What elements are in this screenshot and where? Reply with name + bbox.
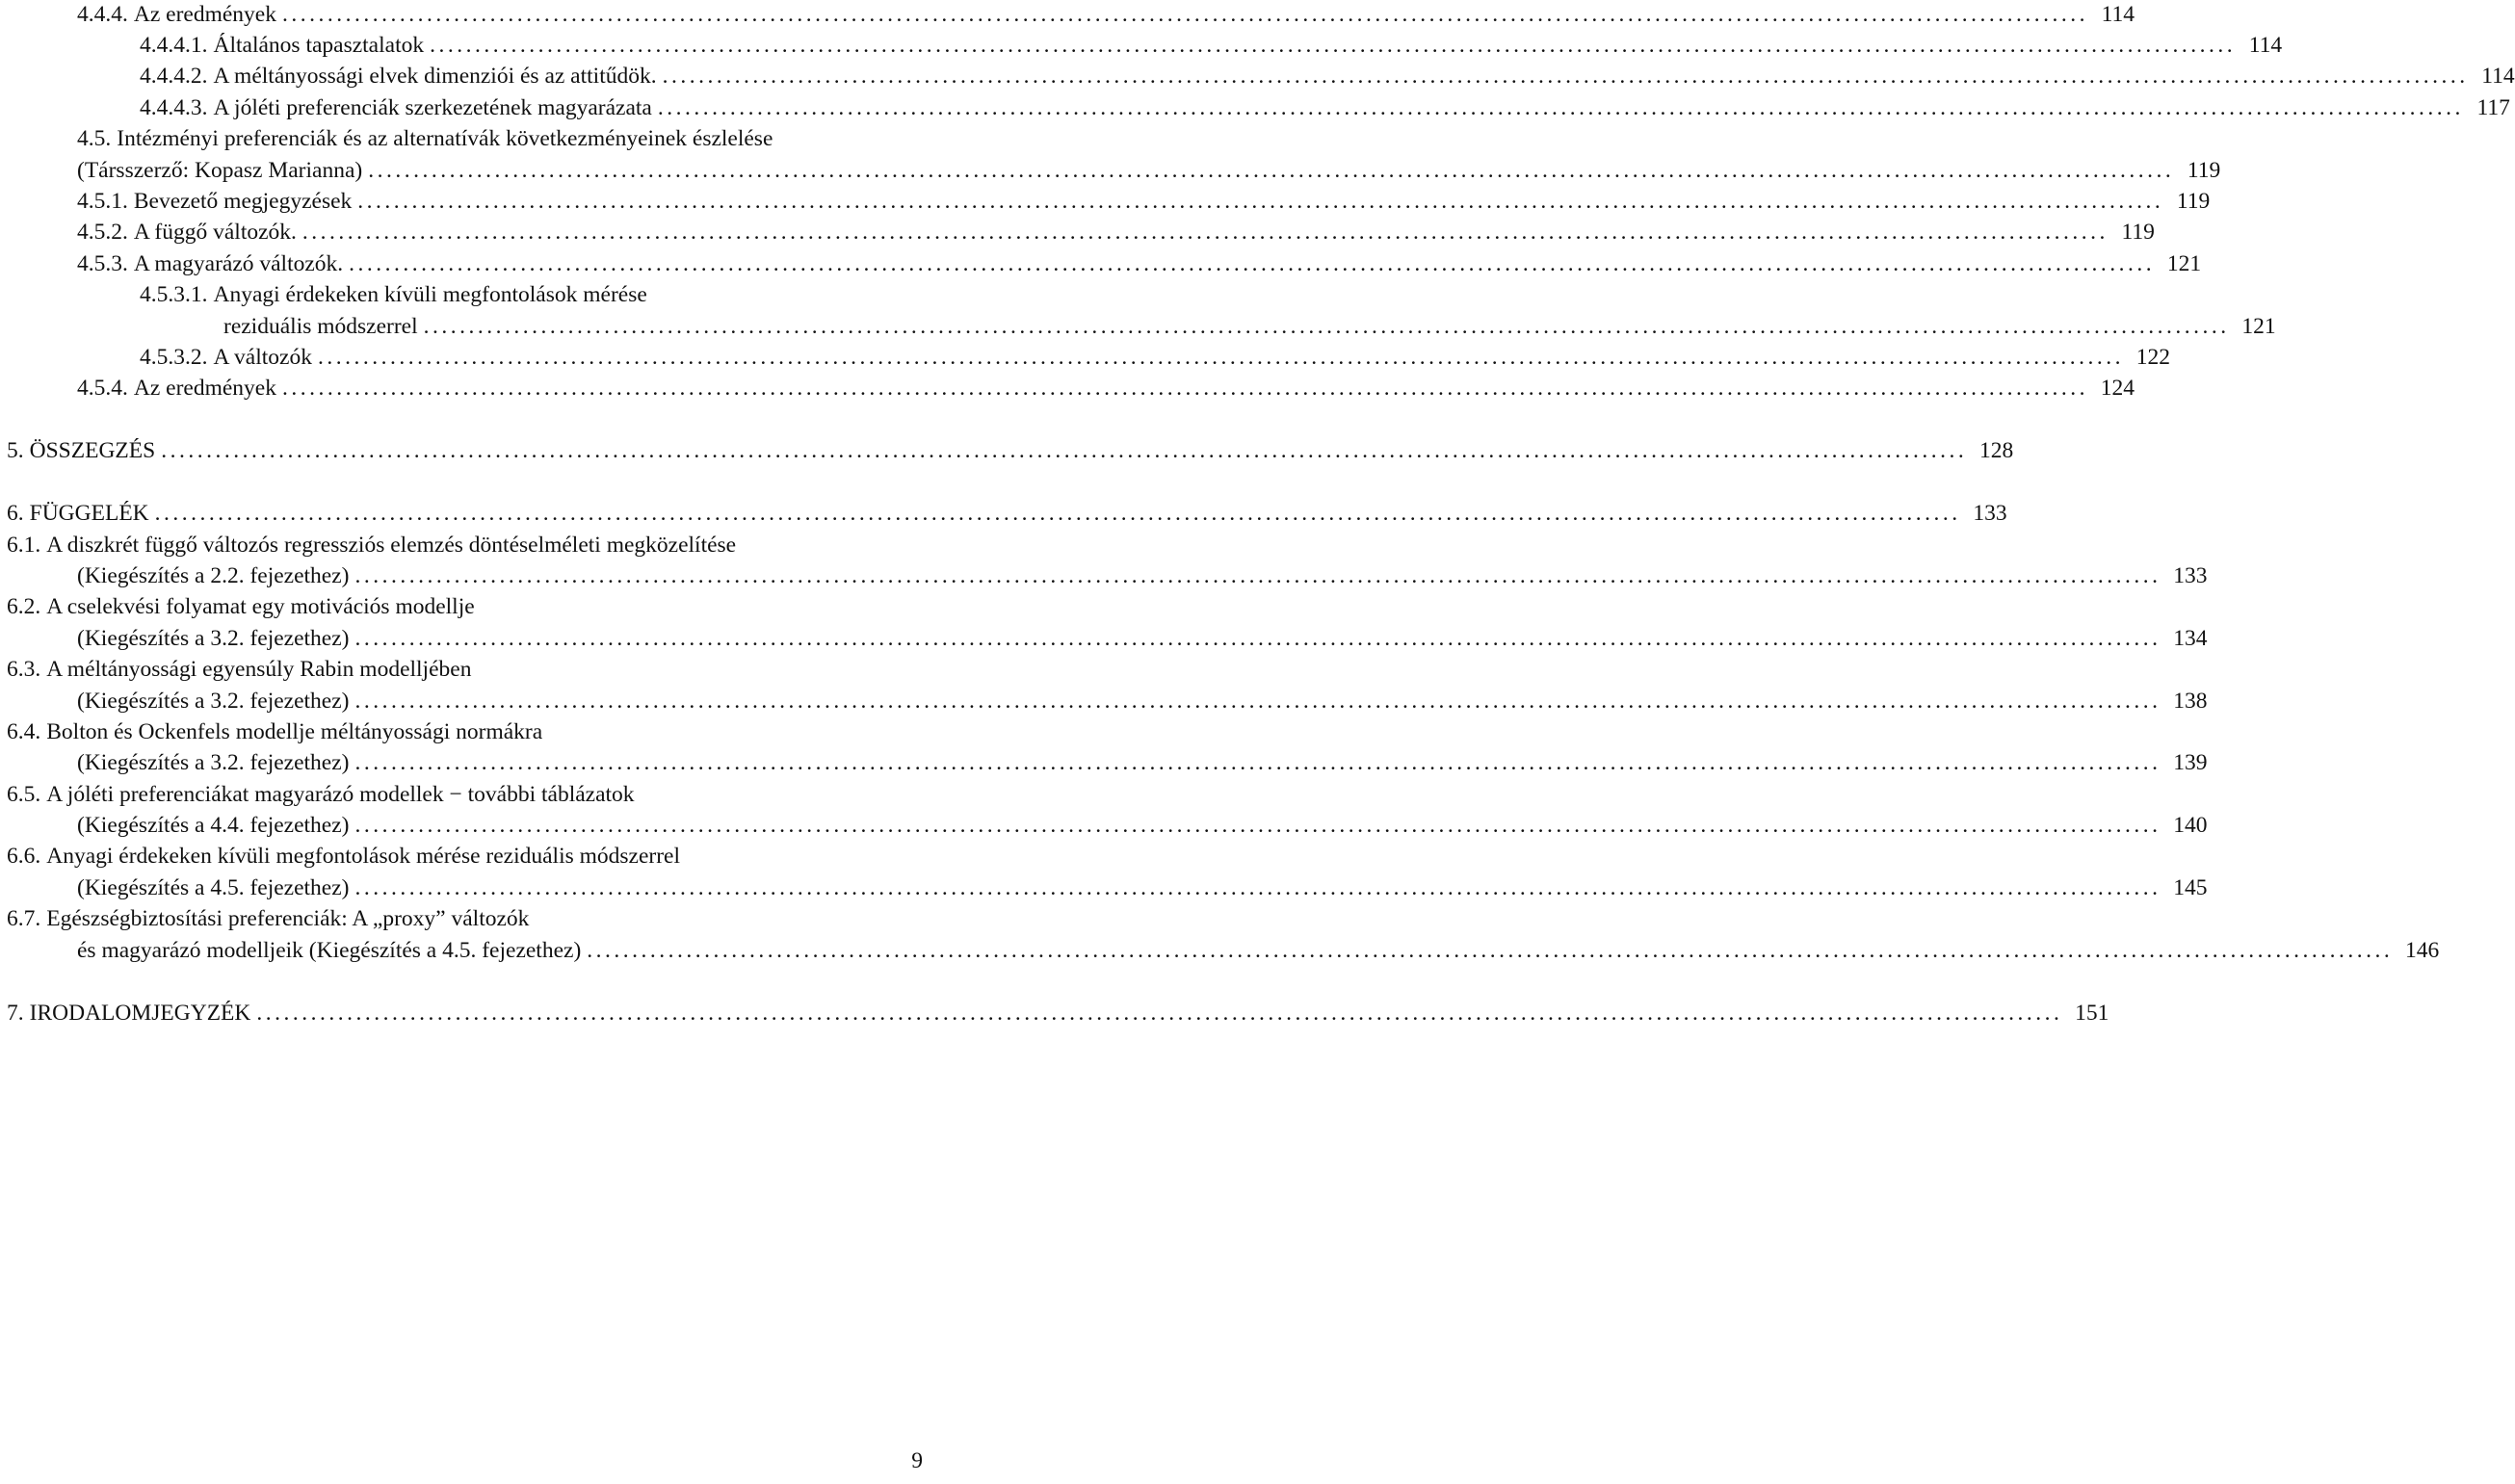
- toc-entry-title: Anyagi érdekeken kívüli megfontolások mérése reziduális módszerrel: [46, 844, 681, 869]
- toc-entry-title: Bevezető megjegyzések: [133, 189, 353, 214]
- toc-entry-title: (Társszerző: Kopasz Marianna): [77, 158, 363, 183]
- toc-entry-number: 6.1.: [7, 533, 41, 558]
- toc-entry-title: A függő változók.: [133, 220, 297, 245]
- toc-entry-title: Az eredmények: [133, 2, 276, 27]
- toc-entry[interactable]: [77, 811, 2208, 840]
- toc-entry[interactable]: [77, 0, 2135, 29]
- toc-entry-number: 4.4.4.: [77, 2, 128, 27]
- toc-dot-leader: ........................................................................................................................................................................................................: [281, 2, 2088, 27]
- toc-entry-title: Bolton és Ockenfels modellje méltányossági normákra: [46, 719, 543, 744]
- toc-entry[interactable]: [77, 374, 2135, 403]
- toc-entry-title: (Kiegészítés a 3.2. fejezethez): [77, 689, 350, 714]
- toc-dot-leader: ........................................................................................................................................................................................................: [423, 314, 2230, 339]
- toc-entry[interactable]: [77, 624, 2208, 653]
- toc-entry-page: 114: [2101, 2, 2135, 27]
- toc-entry[interactable]: [7, 904, 529, 933]
- toc-entry-page: 117: [2476, 95, 2510, 120]
- toc-entry-title: ÖSSZEGZÉS: [29, 438, 156, 463]
- toc-entry-page: 139: [2173, 750, 2208, 775]
- toc-dot-leader: ........................................................................................................................................................................................................: [354, 875, 2161, 900]
- toc-entry[interactable]: [140, 62, 2515, 91]
- toc-entry-page: 124: [2100, 376, 2135, 401]
- toc-entry[interactable]: [140, 280, 647, 309]
- toc-entry-title: (Kiegészítés a 4.5. fejezethez): [77, 875, 350, 900]
- toc-entry-page: 119: [2121, 220, 2155, 245]
- toc-dot-leader: ........................................................................................................................................................................................................: [430, 33, 2237, 58]
- toc-entry-number: 6.3.: [7, 657, 41, 682]
- toc-entry-title: A jóléti preferenciák szerkezetének magyarázata: [213, 95, 652, 120]
- toc-dot-leader: ........................................................................................................................................................................................................: [657, 95, 2464, 120]
- toc-entry-page: 119: [2187, 158, 2221, 183]
- toc-dot-leader: ........................................................................................................................................................................................................: [281, 376, 2088, 401]
- toc-entry[interactable]: [7, 842, 680, 871]
- toc-entry-page: 140: [2173, 813, 2208, 838]
- toc-entry-page: 122: [2135, 345, 2170, 370]
- toc-entry[interactable]: [77, 187, 2211, 216]
- toc-entry[interactable]: [77, 936, 2440, 965]
- toc-dot-leader: ........................................................................................................................................................................................................: [368, 158, 2175, 183]
- toc-entry-title: (Kiegészítés a 2.2. fejezethez): [77, 563, 350, 588]
- toc-dot-leader: ........................................................................................................................................................................................................: [354, 626, 2161, 651]
- toc-entry-title: A magyarázó változók.: [133, 251, 344, 276]
- toc-dot-leader: ........................................................................................................................................................................................................: [317, 345, 2124, 370]
- toc-entry-number: 4.5.3.2.: [140, 345, 208, 370]
- toc-entry-number: 4.5.4.: [77, 376, 128, 401]
- toc-dot-leader: ........................................................................................................................................................................................................: [161, 438, 1968, 463]
- toc-entry[interactable]: [77, 561, 2208, 590]
- toc-entry[interactable]: [223, 312, 2276, 341]
- toc-dot-leader: ........................................................................................................................................................................................................: [154, 501, 1961, 526]
- toc-entry-number: 4.4.4.2.: [140, 64, 208, 89]
- toc-dot-leader: ........................................................................................................................................................................................................: [662, 64, 2469, 89]
- toc-dot-leader: ........................................................................................................................................................................................................: [354, 689, 2161, 714]
- toc-entry[interactable]: [7, 717, 542, 746]
- toc-entry-title: A jóléti preferenciákat magyarázó modellek − további táblázatok: [46, 782, 635, 807]
- toc-entry-number: 4.5.3.1.: [140, 282, 208, 307]
- toc-entry[interactable]: [77, 687, 2208, 716]
- toc-entry-title: (Kiegészítés a 4.4. fejezethez): [77, 813, 350, 838]
- toc-entry-page: 145: [2173, 875, 2208, 900]
- toc-dot-leader: ........................................................................................................................................................................................................: [354, 563, 2161, 588]
- page-number: 9: [911, 1448, 923, 1473]
- toc-entry-number: 4.5.1.: [77, 189, 128, 214]
- toc-dot-leader: ........................................................................................................................................................................................................: [349, 251, 2156, 276]
- toc-entry-title: Az eredmények: [133, 376, 276, 401]
- toc-entry-title: Intézményi preferenciák és az alternatívák következményeinek észlelése: [117, 126, 773, 151]
- toc-entry[interactable]: [140, 343, 2170, 372]
- toc-entry-page: 138: [2173, 689, 2208, 714]
- toc-entry[interactable]: [140, 93, 2510, 122]
- toc-entry-number: 6.: [7, 501, 24, 526]
- toc-entry-number: 6.5.: [7, 782, 41, 807]
- toc-entry-number: 7.: [7, 1001, 24, 1026]
- toc-entry-title: (Kiegészítés a 3.2. fejezethez): [77, 750, 350, 775]
- toc-entry-number: 6.4.: [7, 719, 41, 744]
- toc-entry-title: A cselekvési folyamat egy motivációs modellje: [46, 594, 475, 619]
- toc-entry-page: 114: [2248, 33, 2283, 58]
- toc-entry-title: Egészségbiztosítási preferenciák: A „proxy” változók: [46, 906, 530, 931]
- toc-entry-title: A méltányossági egyensúly Rabin modelljében: [46, 657, 472, 682]
- toc-entry-number: 4.5.3.: [77, 251, 128, 276]
- toc-entry[interactable]: [77, 156, 2221, 185]
- toc-entry-number: 4.5.: [77, 126, 112, 151]
- toc-entry[interactable]: [7, 655, 471, 684]
- toc-entry[interactable]: [77, 748, 2208, 777]
- toc-entry-page: 133: [1973, 501, 2007, 526]
- toc-entry-number: 4.5.2.: [77, 220, 128, 245]
- toc-dot-leader: ........................................................................................................................................................................................................: [354, 750, 2161, 775]
- toc-entry-page: 133: [2173, 563, 2208, 588]
- toc-entry-title: reziduális módszerrel: [223, 314, 418, 339]
- toc-dot-leader: ........................................................................................................................................................................................................: [587, 938, 2394, 963]
- toc-entry-page: 128: [1978, 438, 2014, 463]
- toc-entry-title: FÜGGELÉK: [29, 501, 149, 526]
- toc-entry[interactable]: [7, 592, 475, 621]
- toc-entry-title: A méltányossági elvek dimenziói és az attitűdök.: [213, 64, 657, 89]
- toc-dot-leader: ........................................................................................................................................................................................................: [354, 813, 2161, 838]
- toc-entry-number: 6.6.: [7, 844, 41, 869]
- toc-entry-title: (Kiegészítés a 3.2. fejezethez): [77, 626, 350, 651]
- toc-entry-title: IRODALOMJEGYZÉK: [29, 1001, 251, 1026]
- toc-entry-title: A diszkrét függő változós regressziós elemzés döntéselméleti megközelítése: [46, 533, 737, 558]
- toc-entry-page: 146: [2405, 938, 2440, 963]
- toc-entry[interactable]: [7, 780, 635, 809]
- toc-entry[interactable]: [7, 531, 736, 560]
- toc-entry-page: 119: [2176, 189, 2211, 214]
- toc-entry-page: 114: [2481, 64, 2515, 89]
- toc-entry-number: 6.7.: [7, 906, 41, 931]
- toc-entry-number: 4.4.4.3.: [140, 95, 208, 120]
- toc-entry[interactable]: [77, 873, 2208, 902]
- toc-entry-page: 151: [2075, 1001, 2109, 1026]
- toc-entry-title: Általános tapasztalatok: [213, 33, 425, 58]
- toc-entry[interactable]: [140, 31, 2283, 60]
- toc-entry[interactable]: [7, 999, 2109, 1028]
- toc-entry-page: 121: [2166, 251, 2202, 276]
- toc-dot-leader: ........................................................................................................................................................................................................: [357, 189, 2164, 214]
- toc-entry-title: Anyagi érdekeken kívüli megfontolások mérése: [213, 282, 647, 307]
- toc-entry-title: A változók: [213, 345, 312, 370]
- toc-entry-number: 4.4.4.1.: [140, 33, 208, 58]
- toc-entry[interactable]: [7, 499, 2007, 528]
- toc-entry-page: 134: [2173, 626, 2208, 651]
- toc-entry[interactable]: [77, 124, 773, 153]
- toc-entry-number: 6.2.: [7, 594, 41, 619]
- toc-entry-page: 121: [2241, 314, 2276, 339]
- toc-dot-leader: ........................................................................................................................................................................................................: [256, 1001, 2063, 1026]
- toc-entry-title: és magyarázó modelljeik (Kiegészítés a 4.5. fejezethez): [77, 938, 582, 963]
- toc-entry[interactable]: [77, 249, 2202, 278]
- toc-dot-leader: ........................................................................................................................................................................................................: [301, 220, 2109, 245]
- toc-entry[interactable]: [77, 218, 2155, 247]
- toc-entry-number: 5.: [7, 438, 24, 463]
- toc-entry[interactable]: [7, 436, 2014, 465]
